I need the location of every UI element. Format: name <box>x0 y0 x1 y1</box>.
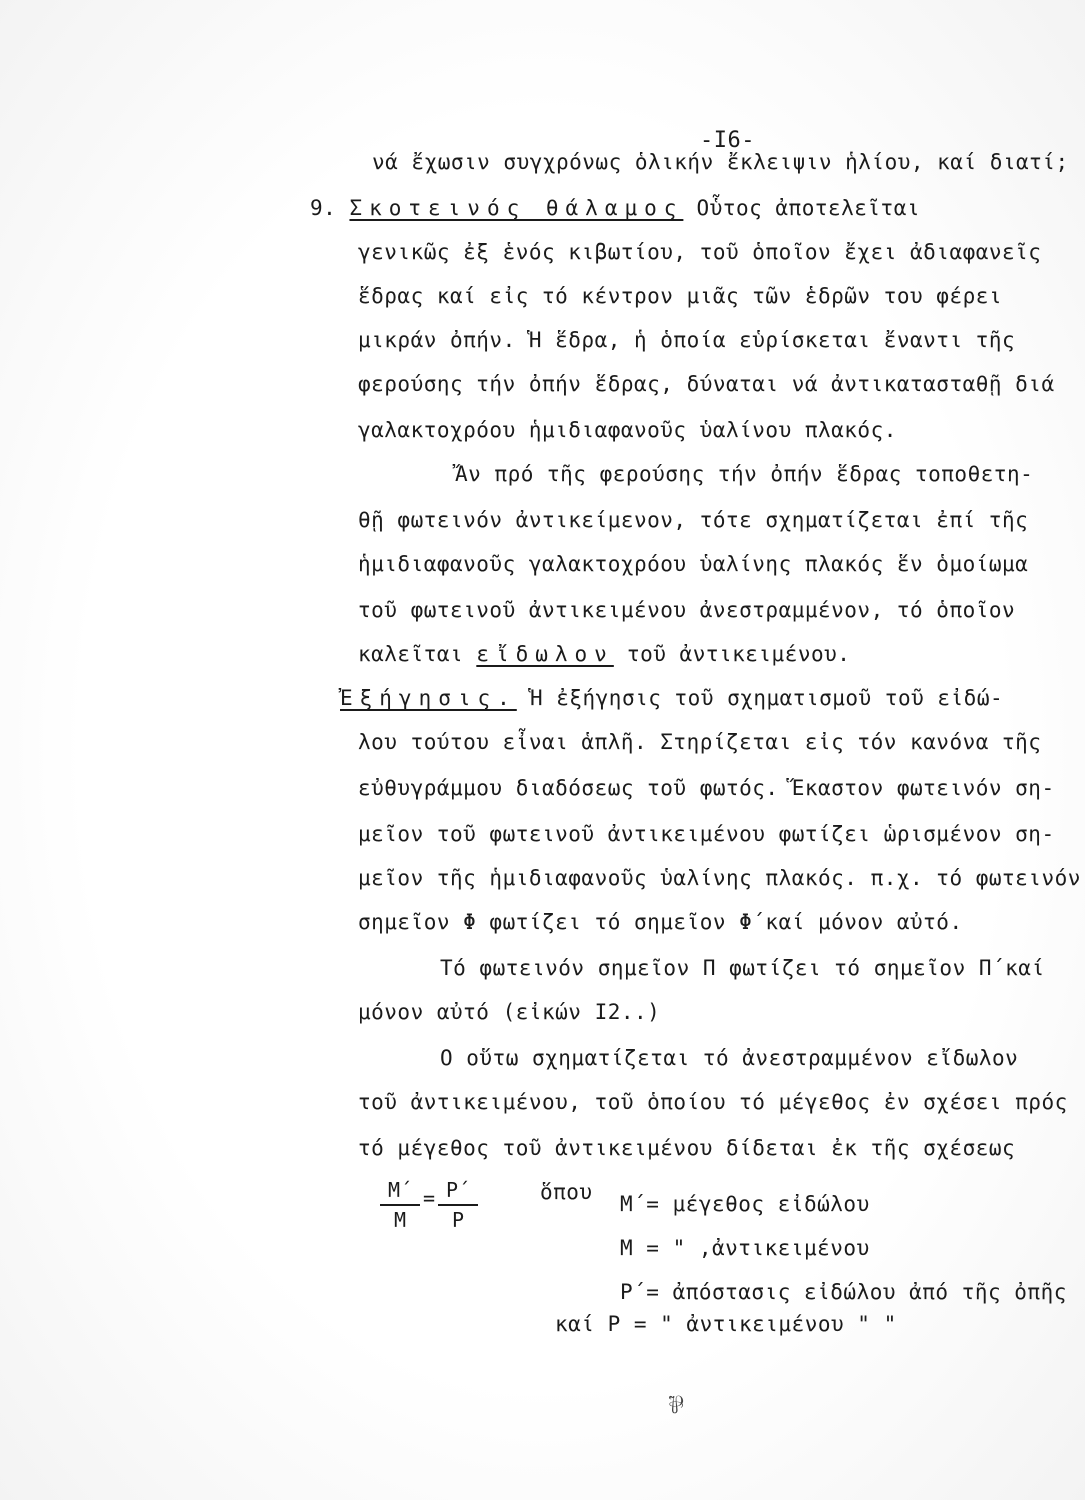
text-line-4: ἕδρας καί εἰς τό κέντρον μιᾶς τῶν ἑδρῶν του φέρει <box>358 284 1003 308</box>
eidolon-term: εἴδωλον <box>476 642 614 666</box>
fraction-p-denominator: Ρ <box>451 1208 465 1232</box>
text-line-17: μεῖον τῆς ἡμιδιαφανοῦς ὑαλίνης πλακός. π.χ. τό φωτεινόν <box>358 866 1081 890</box>
def-line-1: Μ΄= μέγεθος εἰδώλου <box>620 1192 870 1216</box>
text-line-23: τό μέγεθος τοῦ ἀντικειμένου δίδεται ἐκ τῆς σχέσεως <box>358 1136 1016 1160</box>
formula-equals: = <box>423 1186 436 1210</box>
text-line-20: μόνον αὐτό (εἰκών I2..) <box>358 1000 661 1024</box>
text-line-9: θῇ φωτεινόν ἀντικείμενον, τότε σχηματίζεται ἐπί τῆς <box>358 508 1029 532</box>
text-line-12 <box>358 642 850 666</box>
text-line-10: ἡμιδιαφανοῦς γαλακτοχρόου ὑαλίνης πλακός ἕν ὁμοίωμα <box>358 552 1029 576</box>
def-line-2: Μ = " ,ἀντικειμένου <box>620 1236 870 1260</box>
fraction-p-numerator: Ρ΄ <box>445 1178 471 1202</box>
text-line-1: νά ἔχωσιν συγχρόνως ὁλικήν ἔκλειψιν ἡλίου, καί διατί; <box>372 150 1069 174</box>
fraction-p <box>438 1178 478 1232</box>
section-number: 9. <box>310 196 337 220</box>
text-line-22: τοῦ ἀντικειμένου, τοῦ ὁποίου τό μέγεθος ἐν σχέσει πρός <box>358 1090 1068 1114</box>
explanation-rest: Ἡ ἐξήγησις τοῦ σχηματισμοῦ τοῦ εἰδώ- <box>529 686 1004 710</box>
line12-start: καλεῖται <box>358 642 464 666</box>
text-line-5: μικράν ὀπήν. Ἡ ἕδρα, ἡ ὁποία εὑρίσκεται ἔναντι τῆς <box>358 328 1016 352</box>
page-number: -I6- <box>700 128 755 153</box>
text-line-3: γενικῶς ἐξ ἑνός κιβωτίου, τοῦ ὁποῖον ἔχει ἀδιαφανεῖς <box>358 240 1042 264</box>
text-line-19: Τό φωτεινόν σημεῖον Π φωτίζει τό σημεῖον Π΄καί <box>440 956 1045 980</box>
section-title: Σκοτεινός θάλαμος <box>349 196 684 220</box>
text-line-7: γαλακτοχρόου ἡμιδιαφανοῦς ὑαλίνου πλακός. <box>358 418 897 442</box>
explanation-heading <box>340 686 1003 710</box>
fraction-m-denominator: Μ <box>393 1208 407 1232</box>
section-title-rest: Οὗτος ἀποτελεῖται <box>696 196 920 220</box>
def-line-3: Ρ΄= ἀπόστασις εἰδώλου ἀπό τῆς ὀπῆς <box>620 1280 1067 1304</box>
fraction-m <box>380 1178 420 1232</box>
text-line-15: εὐθυγράμμου διαδόσεως τοῦ φωτός. Ἕκαστον φωτεινόν ση- <box>358 776 1055 800</box>
section-9-heading <box>310 196 920 220</box>
handwritten-mark: ⅌ <box>668 1391 684 1419</box>
text-line-14: λου τούτου εἶναι ἁπλῆ. Στηρίζεται εἰς τόν κανόνα τῆς <box>358 730 1042 754</box>
explanation-title: Ἐξήγησις. <box>340 686 517 710</box>
text-line-21: Ο οὕτω σχηματίζεται τό ἀνεστραμμένον εἴδωλον <box>440 1046 1019 1070</box>
text-line-6: φερούσης τήν ὀπήν ἕδρας, δύναται νά ἀντικατασταθῇ διά <box>358 372 1055 396</box>
line12-end: τοῦ ἀντικειμένου. <box>626 642 851 666</box>
def-line-4: καί Ρ = " ἀντικειμένου " " <box>555 1312 897 1336</box>
fraction-m-numerator: Μ΄ <box>387 1178 413 1202</box>
text-line-8: Ἄν πρό τῆς φερούσης τήν ὀπήν ἕδρας τοποθετη- <box>455 462 1034 486</box>
text-line-18: σημεῖον Φ φωτίζει τό σημεῖον Φ΄καί μόνον αὐτό. <box>358 910 963 934</box>
text-line-11: τοῦ φωτεινοῦ ἀντικειμένου ἀνεστραμμένον, τό ὁποῖον <box>358 598 1016 622</box>
formula-where: ὅπου <box>540 1180 593 1204</box>
text-line-16: μεῖον τοῦ φωτεινοῦ ἀντικειμένου φωτίζει ὡρισμένον ση- <box>358 822 1055 846</box>
